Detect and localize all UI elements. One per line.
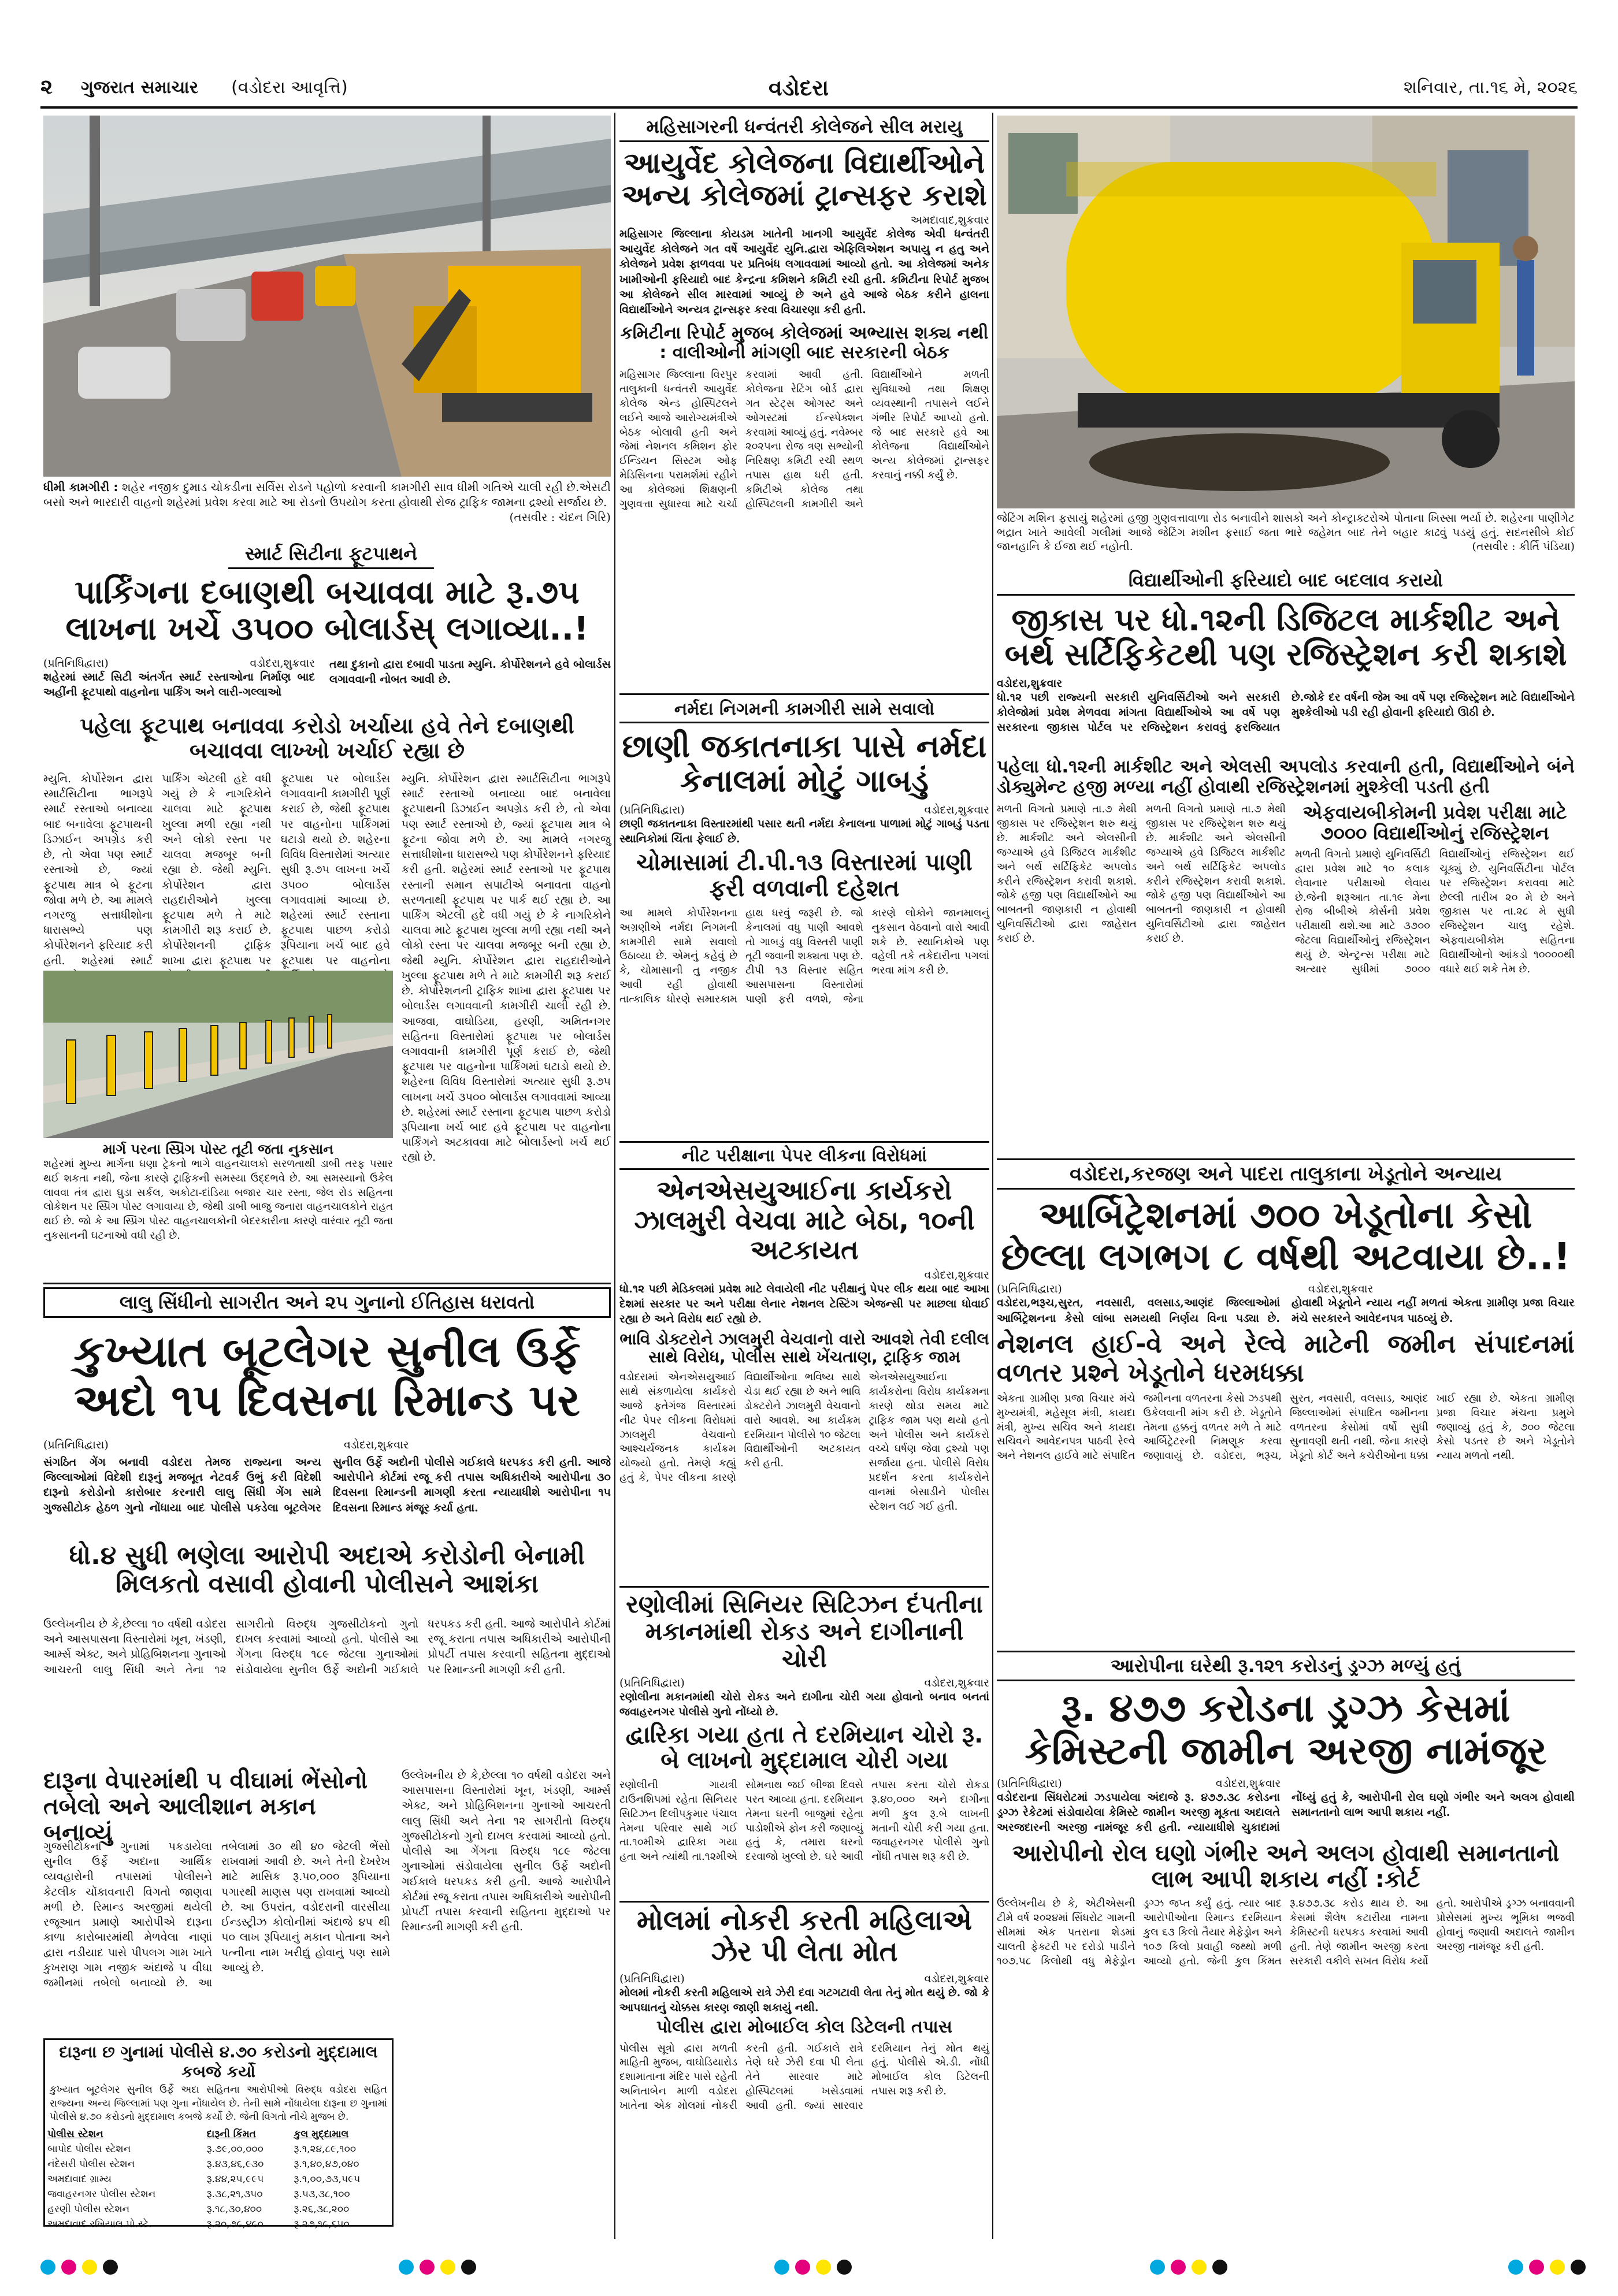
section-rule — [997, 1158, 1575, 1160]
byline-dateline: વડોદરા,શુક્રવાર — [250, 657, 315, 670]
cyan-mark — [1508, 2260, 1523, 2275]
story-intro-right: તથા દુકાનો દ્વારા દબાવી પાડતા મ્યુનિ. કોર્પોરેશનને હવે બોલાર્ડસ લગાવવાની નોબત આવી છે. — [329, 658, 611, 686]
yellow-mark — [82, 2260, 97, 2275]
black-mark — [1571, 2260, 1586, 2275]
story-kicker: નીટ પરીક્ષાના પેપર લીકના વિરોધમાં — [619, 1146, 989, 1170]
story-body-continued: ઉલ્લેખનીય છે કે,છેલ્લા ૧૦ વર્ષથી વડોદરા અને આસપાસના વિસ્તારોમાં ખૂન, ખંડણી, આર્મ્સ એક્ટ, અને પ્રોહિબિશનના ગુનાઓ આચરતી લાલુ સિંધી અને તેના ૧૨ સાગરીતો વિરુદ્ધ ગુજસીટોકનો ગુનો દાખલ કરવામાં આવ્યો હતો. પોલીસે આ ગેંગના વિરુદ્ધ ૧૮૯ જેટલા ગુનાઓમાં સંડોવાયેલા સુનીલ ઉર્ફે અદોની ગઈકાલે ધરપકડ કરી હતી. આજે આરોપીને કોર્ટમાં રજૂ કરાતા તપાસ અધિકારીએ આરોપીની પ્રોપર્ટી તપાસ કરવાની સહિતના મુદ્દાઓ પર રિમાન્ડની માગણી કરી હતી. — [402, 1769, 611, 1934]
column-rule — [614, 113, 615, 2239]
story-kicker: મહિસાગરની ધન્વંતરી કોલેજને સીલ મરાયુ — [619, 116, 989, 142]
story-body: એકતા ગ્રામીણ પ્રજા વિચાર મંચે મુખ્યમંત્રી, મહેસૂલ મંત્રી, કાયદા મંત્રી, મુખ્ય સચિવ અને કાયદા સચિવને આવેદનપત્ર પાઠવી રેલ્વે અને નેશનલ હાઈવે માટે સંપાદિત જમીનના વળતરના કેસો ઝડપથી ઉકેલવાની માંગ કરી છે. ખેડૂતોને તેમના હક્કનું વળતર મળે તે માટે આર્બિટ્રેટરની નિમણૂક કરવા જણાવાયું છે. વડોદરા, ભરૂચ, સુરત, નવસારી, વલસાડ, આણંદ જિલ્લાઓમાં સંપાદિત જમીનના વળતરના કેસોમાં વર્ષો સુધી સુનાવણી થતી નથી. જેના કારણે ખેડૂતો કોર્ટ અને કચેરીઓના ધક્કા ખાઈ રહ્યા છે. એકતા ગ્રામીણ પ્રજા વિચાર મંચના પ્રમુખે જણાવ્યું હતું કે, ૭૦૦ જેટલા કેસો પડતર છે અને ખેડૂતોને ન્યાય મળતો નથી. — [997, 1392, 1575, 1462]
yellow-mark — [440, 2260, 455, 2275]
magenta-mark — [1529, 2260, 1544, 2275]
story-body: પોલીસ સૂત્રો દ્વારા મળતી માહિતી મુજબ, વાઘોડિયારોડ દશામાતાના મંદિર પાસે રહેતી અનિતાબેન માળી વડોદરા ખાતેના એક મોલમાં નોકરી કરતી હતી. ગઈકાલે રાત્રે તેણે ઘરે ઝેરી દવા પી લેતા તેને સારવાર માટે હોસ્પિટલમાં ખસેડવામાં આવી હતી. જ્યાં સારવાર દરમિયાન તેનું મોત થયું હતું. પોલીસે એ.ડી. નોંધી મોબાઈલ કોલ ડિટેલની તપાસ શરૂ કરી છે. — [619, 2042, 989, 2112]
story-kicker: લાલુ સિંધીનો સાગરીત અને ૨૫ ગુનાનો ઈતિહાસ ધરાવતો — [43, 1287, 611, 1318]
road-work-photo — [43, 116, 611, 477]
road-work-image — [43, 116, 611, 477]
black-mark — [1212, 2260, 1227, 2275]
section-rule — [619, 1901, 989, 1903]
theft-story — [619, 1591, 989, 1897]
issue-date: શનિવાર, તા.૧૬ મે, ૨૦૨૬ — [1403, 77, 1578, 98]
story-subhead: આરોપીનો રોલ ઘણો ગંભીર અને અલગ હોવાથી સમાનતાનો લાભ આપી શકાય નહીં :કોર્ટ — [1012, 1840, 1560, 1893]
magenta-mark — [1171, 2260, 1186, 2275]
byline-agency: (પ્રતિનિધિદ્વારા) — [619, 1677, 685, 1690]
tanker-photo — [997, 116, 1575, 508]
caption-text: શહેરમાં મુખ્ય માર્ગના ઘણા ટ્રેકનો ભાગે વાહનચાલકો સરળતાથી ડાબી તરફ પસાર થઈ શકતા નથી, જેના કારણે ટ્રાફિકની સમસ્યા ઉદ્દભવે છે. આ સમસ્યાનો ઉકેલ લાવવા તંત્ર દ્વારા ઘુડા સર્કલ, અકોટા-દાંડિયા બજાર ચાર રસ્તા, જેલ રોડ સહિતના લોકેશન પર સ્પ્રિંગ પોસ્ટ લગાવાયા છે, જેથી ડાબી બાજુ જનારા વાહનચાલકોને રાહત થઈ છે. જો કે આ સ્પ્રિંગ પોસ્ટ વાહનચાલકોની બેદરકારીના કારણે વારંવાર તૂટી જતા નુકસાનની ઘટનાઓ વધી રહી છે. — [43, 1158, 393, 1242]
story-dateline: વડોદરા,શુક્રવાર — [924, 1268, 989, 1281]
section-rule — [43, 1283, 611, 1284]
black-mark — [103, 2260, 118, 2275]
caption-text: શહેર નજીક દુમાડ ચોકડીના સર્વિસ રોડને પહોળો કરવાની કામગીરી સાવ ધીમી ગતિએ ચાલી રહી છે.એસટી બસો અને ભારદારી વાહનો શહેરમાં પ્રવેશ કરવા માટે આ રોડનો ઉપયોગ કરતા હોવાથી રોજ ટ્રાફિક જામના દ્રશ્યો સર્જાય છે. — [43, 480, 611, 509]
seizure-table — [45, 2127, 392, 2232]
story-intro: વડોદરા,ભરૂચ,સુરત, નવસારી, વલસાડ,આણંદ જિલ્લાઓમાં આર્બિટ્રેશનના કેસો લાંબા સમયથી નિર્ણય વિના પડ્યા છે. હોવાથી ખેડૂતોને ન્યાય નહીં મળતાં એકતા ગ્રામીણ પ્રજા વિચાર મંચે સરકારને આવેદનપત્ર પાઠવ્યું છે. — [997, 1296, 1575, 1325]
story-headline: એનએસયુઆઈના કાર્યકરો ઝાલમુરી વેચવા માટે બેઠા, ૧૦ની અટકાયત — [634, 1175, 975, 1266]
byline-dateline: વડોદરા,શુક્રવાર — [1215, 1777, 1281, 1790]
byline-agency: (પ્રતિનિધિદ્વારા) — [997, 1283, 1062, 1296]
bollards-image — [43, 971, 393, 1138]
story-intro: ધો.૧૨ પછી રાજ્યની સરકારી યુનિવર્સિટીઓ અને સરકારી કોલેજોમાં પ્રવેશ મેળવવા માંગતા વિદ્યાર્થીઓએ આ વર્ષે પણ સરકારના જીકાસ પોર્ટલ પર રજિસ્ટ્રેશન કરાવવું ફરજિયાત છે.જોકે દર વર્ષની જેમ આ વર્ષે પણ રજિસ્ટ્રેશન માટે વિદ્યાર્થીઓને મુશ્કેલીઓ પડી રહી હોવાની ફરિયાદો ઊઠી છે. — [997, 690, 1575, 734]
story-body — [43, 771, 611, 1242]
story-headline: રૂ. ૪૭૭ કરોડના ડ્રગ્ઝ કેસમાં કેમિસ્ટની જામીન અરજી નામંજૂર — [1025, 1686, 1547, 1773]
story-intro: મોલમાં નોકરી કરતી મહિલાએ રાત્રે ઝેરી દવા ગટગટાવી લેતા તેનું મોત થયું છે. જો કે આપઘાતનું ચોક્કસ કારણ જાણી શકાયું નથી. — [619, 1986, 989, 2014]
gujcet-story — [997, 569, 1575, 1156]
table-row: બાપોદ પોલીસ સ્ટેશન રૂ.૭૯,૦૦,૦૦૦ રૂ.૧,૨૪,૮૯,૧૦૦ — [47, 2143, 357, 2156]
story-intro: મહિસાગર જિલ્લાના કોયડમ ખાતેની ખાનગી આયુર્વેદ કોલેજ એવી ધન્વંતરી આયુર્વેદ કોલેજને ગત વર્ષે આયુર્વેદ યુનિ.દ્વારા એફિલિએશન અપાયુ ન હતુ અને કોલેજને પ્રવેશ ફાળવવા પર પ્રતિબંધ લગાવવામાં આવ્યો હતો. આ કોલેજમાં અનેક ખામીઓની ફરિયાદો બાદ કેન્દ્રના કમિશને કમિટી રચી હતી. કમિટીના રિપોર્ટ મુજબ આ કોલેજને સીલ મારવામાં આવ્યું છે અને હવે આજે બેઠક કરીને હાલના વિદ્યાર્થીઓને અન્યત્ર ટ્રાન્સફર કરવા વિચારણા કરી હતી. — [619, 228, 989, 317]
page-number: ૨ — [40, 75, 53, 99]
yellow-mark — [1550, 2260, 1565, 2275]
section-rule — [619, 693, 989, 695]
story-intro: શહેરમાં સ્માર્ટ સિટી અંતર્ગત સ્માર્ટ રસ્તાઓના નિર્માણ બાદ અહીંની ફૂટપાથો વાહનોના પાર્કિંગ અને લારી-ગલ્લાઓ — [43, 671, 315, 699]
road-work-caption — [43, 480, 611, 525]
story-body-2: ગુજસીટોકના ગુનામાં પકડાયેલા સુનીલ ઉર્ફે અદાના આર્થિક વ્યવહારોની તપાસમાં પોલીસને કેટલીક ચોંકાવનારી વિગતો જાણવા મળી છે. રિમાન્ડ અરજીમાં થયેલી રજૂઆત પ્રમાણે આરોપીએ દારૂના કાળા કારોબારમાંથી મેળવેલા નાણાં દ્વારા નડીયાદ પાસે પીપલગ ગામ ખાતે કુખરાણ ગામ નજીક અંદાજે ૫ વીઘા જમીનમાં તબેલો બનાવ્યો છે. આ તબેલામાં ૩૦ થી ૪૦ જેટલી ભેંસો રાખવામાં આવી છે. અને તેની દેખરેખ માટે માસિક રૂ.૫૦,૦૦૦ રૂપિયાના પગારથી માણસ પણ રાખવામાં આવ્યો છે. આ ઉપરાંત, વડોદરાની વારસીયા ઈન્ડસ્ટ્રીઝ કોલોનીમાં અંદાજે ૪૫ થી ૫૦ લાખ રૂપિયાનું મકાન પોતાના અને પત્નીના નામ ખરીદ્યું હોવાનું પણ સામે આવ્યું છે. — [43, 1840, 390, 1989]
byline-agency: (પ્રતિનિધિદ્વારા) — [619, 803, 685, 816]
story-intro: વડોદરાના સિંધરોટમાં ઝડપાયેલા અંદાજે રૂ. ૪૭૭.૩૮ કરોડના ડ્રગ્ઝ રેકેટમાં સંડોવાયેલા કેમિસ્ટે જામીન અરજી મૂકતા અદાલતે અરજદારની અરજી નામંજૂર કરી હતી. ન્યાયાધીશે ચુકાદામાં નોંધ્યું હતું કે, આરોપીની રોલ ઘણો ગંભીર અને અલગ હોવાથી સમાનતાનો લાભ આપી શકાય નહીં. — [997, 1790, 1575, 1834]
story-headline: આર્બિટ્રેશનમાં ૭૦૦ ખેડૂતોના કેસો છેલ્લા લગભગ ૮ વર્ષથી અટવાયા છે..! — [1001, 1194, 1571, 1279]
table-header: પોલીસ સ્ટેશન — [47, 2128, 103, 2141]
story-headline: જીકાસ પર ધો.૧૨ની ડિજિટલ માર્કશીટ અને બર્થ સર્ટિફિકેટથી પણ રજિસ્ટ્રેશન કરી શકાશે — [1004, 601, 1567, 673]
neet-story — [619, 1146, 989, 1585]
section-title: વડોદરા — [769, 75, 829, 101]
byline-agency: (પ્રતિનિધિદ્વારા) — [619, 1972, 685, 1985]
cyan-mark — [1150, 2260, 1165, 2275]
magenta-mark — [61, 2260, 76, 2275]
story-body: વડોદરામાં એનએસયુઆઈ સાથે સંકળાયેલા કાર્યકરો આજે ફતેગંજ વિસ્તારમાં નીટ પેપર લીકના વિરોધમાં ઝાલમુરી વેચવાનો આશ્ચર્યજનક કાર્યક્રમ યોજ્યો હતો. તેમણે કહ્યું હતું કે, પેપર લીકના કારણે વિદ્યાર્થીઓના ભવિષ્ય સાથે ચેડા થઈ રહ્યા છે અને ભાવિ ડોક્ટરોને ઝાલમુરી વેચવાનો વારો આવશે. આ કાર્યક્રમ દરમિયાન પોલીસે ૧૦ જેટલા વિદ્યાર્થીઓની અટકાયત કરી હતી. — [619, 1371, 861, 1484]
byline-agency: (પ્રતિનિધિદ્વારા) — [43, 1439, 109, 1451]
photo-credit: (તસવીર : કીર્તિ પંડિયા) — [1472, 540, 1575, 553]
story-body-2: મળતી વિગતો પ્રમાણે યુનિવર્સિટી દ્વારા પ્રવેશ માટે ૧૦ કલાક લેવાનાર પરીક્ષાઓ લેવાય છે.જેની શરૂઆત તા.૧૯ મેના રોજ બીબીએ કોર્સની પ્રવેશ પરીક્ષાથી થશે.આ માટે ૩૭૦૦ જેટલા વિદ્યાર્થીઓનું રજિસ્ટ્રેશન થયું છે. એન્ટ્રન્સ પરીક્ષા માટે અત્યાર સુધીમાં ૭૦૦૦ વિદ્યાર્થીઓનું રજિસ્ટ્રેશન થઈ ચૂક્યું છે. યુનિવર્સિટીના પોર્ટલ પર રજિસ્ટ્રેશન કરાવવા માટે છેલ્લી તારીખ ૨૦ મે છે અને જીકાસ પર તા.૨૮ મે સુધી રજિસ્ટ્રેશન ચાલુ રહેશે. એફવાયબીકોમ સહિતના વિદ્યાર્થીઓનો આંકડો ૧૦૦૦૦થી વધારે થઈ શકે તેમ છે. — [1295, 848, 1575, 975]
caption-text: જેટિંગ મશિન ફસાયું શહેરમાં હજી ગુણવત્તાવાળા રોડ બનાવીને શાસકો અને કોન્ટ્રાક્ટરોએ પોતાના ખિસ્સા ભર્યા છે. શહેરના પાણીગેટ ભદ્રાત ખાતે આવેલી ગલીમાં આજે જેટિંગ મશીન ફસાઈ જતા ભારે જહેમત બાદ તેને બહાર કાઢવું પડયું હતું. સદનસીબે કોઈ જાનહાનિ કે ઈજા થઈ નહોતી. — [997, 512, 1575, 553]
story-headline: છાણી જકાતનાકા પાસે નર્મદા કેનાલમાં મોટું ગાબડું — [622, 728, 987, 800]
story-body-continued: મ્યુનિ. કોર્પોરેશન દ્વારા સ્માર્ટસિટીના ભાગરૂપે સ્માર્ટ રસ્તાઓ બનાવ્યા બાદ બનાવેલા ફૂટપાથની ડિઝાઈન અપગ્રેડ કરી છે, તો એવા પણ સ્માર્ટ રસ્તાઓ છે, જ્યાં ફૂટપાથ માત્ર બે ફૂટના જોવા મળે છે. આ મામલે નગરજુ સત્તાધીશોના ધારાસભ્યે પણ કોર્પોરેશનને ફરિયાદ કરી હતી. શહેરમાં સ્માર્ટ રસ્તાઓ પર ફૂટપાથ રસ્તાની સમાન સપાટીએ બનાવતા વાહનો સરળતાથી ફૂટપાથ પર પાર્ક થઈ રહ્યા છે. આ પાર્કિંગ એટલી હદે વધી ગયું છે કે નાગરિકોને ચાલવા માટે ફૂટપાથ ખુલ્લા મળી રહ્યા નથી અને લોકો રસ્તા પર ચાલવા મજબૂર બની રહ્યા છે. જેથી મ્યુનિ. કોર્પોરેશન દ્વારા રાહદારીઓને ખુલ્લા ફૂટપાથ મળે તે માટે કામગીરી શરૂ કરાઈ છે. કોર્પોરેશનની ટ્રાફિક શાખા દ્વારા ફૂટપાથ પર બોલાર્ડસ લગાવવાની કામગીરી ચાલી રહી છે. આજવા, વાઘોડિયા, હરણી, અમિતનગર સહિતના વિસ્તારોમાં ફૂટપાથ પર બોલાર્ડસ લગાવવાની કામગીરી પૂર્ણ કરાઈ છે, જેથી ફૂટપાથ પર વાહનોના પાર્કિંગમાં ઘટાડો થયો છે. શહેરના વિવિધ વિસ્તારોમાં અત્યાર સુધી રૂ.૭૫ લાખના ખર્ચે ૩૫૦૦ બોલાર્ડસ લગાવવામાં આવ્યા છે. શહેરમાં સ્માર્ટ રસ્તાના ફૂટપાથ પાછળ કરોડો રૂપિયાના ખર્ચ બાદ હવે ફૂટપાથ પર વાહનોના પાર્કિંગને અટકાવવા માટે બોલાર્ડસ્નો ખર્ચ થઈ રહ્યો છે. — [402, 772, 611, 1164]
seizure-box — [43, 2038, 394, 2231]
story-body: મળતી વિગતો પ્રમાણે તા.૭ મેથી જીકાસ પર રજિસ્ટ્રેશન શરુ થયું છે. માર્કશીટ અને એલસીની જગ્યાએ હવે ડિજિટલ માર્કશીટ અને બર્થ સર્ટિફિકેટ અપલોડ કરીને રજિસ્ટ્રેશન કરાવી શકાશે. જોકે હજી પણ વિદ્યાર્થીઓને આ બાબતની જાણકારી ન હોવાથી યુનિવર્સિટીઓ દ્વારા જાહેરાત કરાઈ છે. — [997, 803, 1137, 945]
story-headline: આયુર્વેદ કોલેજના વિદ્યાર્થીઓને અન્ય કોલેજમાં ટ્રાન્સફર કરાશે — [622, 146, 987, 212]
table-row: નંદેસરી પોલીસ સ્ટેશન રૂ.૪૩,૪૬,૯૩૦ રૂ.૧,૪૦,૪૭,૦૪૦ — [47, 2158, 359, 2171]
story-kicker: નર્મદા નિગમની કામગીરી સામે સવાલો — [619, 699, 989, 723]
byline-dateline: વડોદરા,શુક્રવાર — [344, 1439, 409, 1451]
story-body-2-continued: મળતી વિગતો પ્રમાણે તા.૭ મેથી જીકાસ પર રજિસ્ટ્રેશન શરુ થયું છે. માર્કશીટ અને એલસીની જગ્યાએ હવે ડિજિટલ માર્કશીટ અને બર્થ સર્ટિફિકેટ અપલોડ કરીને રજિસ્ટ્રેશન કરાવી શકાશે. જોકે હજી પણ વિદ્યાર્થીઓને આ બાબતની જાણકારી ન હોવાથી યુનિવર્સિટીઓ દ્વારા જાહેરાત કરાઈ છે. — [1146, 803, 1286, 945]
yellow-mark — [1192, 2260, 1207, 2275]
story-body-text: મ્યુનિ. કોર્પોરેશન દ્વારા સ્માર્ટસિટીના ભાગરૂપે સ્માર્ટ રસ્તાઓ બનાવ્યા બાદ બનાવેલા ફૂટપાથની ડિઝાઈન અપગ્રેડ કરી છે, તો એવા પણ સ્માર્ટ રસ્તાઓ છે, જ્યાં ફૂટપાથ માત્ર બે ફૂટના જોવા મળે છે. આ મામલે નગરજુ સત્તાધીશોના ધારાસભ્યે પણ કોર્પોરેશનને ફરિયાદ કરી હતી. શહેરમાં સ્માર્ટ પાર્કિંગ એટલી હદે વધી ગયું છે કે નાગરિકોને ચાલવા માટે ફૂટપાથ ખુલ્લા મળી રહ્યા નથી અને લોકો રસ્તા પર ચાલવા મજબૂર બની રહ્યા છે. જેથી મ્યુનિ. કોર્પોરેશન દ્વારા રાહદારીઓને ખુલ્લા ફૂટપાથ મળે તે માટે કામગીરી શરૂ કરાઈ છે. કોર્પોરેશનની ટ્રાફિક શાખા દ્વારા ફૂટપાથ પર ફૂટપાથ પર બોલાર્ડસ લગાવવાની કામગીરી પૂર્ણ કરાઈ છે, જેથી ફૂટપાથ પર વાહનોના પાર્કિંગમાં ઘટાડો થયો છે. શહેરના વિવિધ વિસ્તારોમાં અત્યાર સુધી રૂ.૭૫ લાખના ખર્ચે ૩૫૦૦ બોલાર્ડસ લગાવવામાં આવ્યા છે. શહેરમાં સ્માર્ટ રસ્તાના ફૂટપાથ પાછળ કરોડો રૂપિયાના ખર્ચ બાદ હવે ફૂટપાથ પર વાહનોના — [43, 772, 390, 967]
story-body: રણોલીની ગાયત્રી ટાઉનશિપમાં રહેતા સિનિયર સિટિઝન દિલીપકુમાર પંચાલ તેમના પરિવાર સાથે ગઈ તા.૧૦મીએ દ્વારિકા ગયા હતા અને ત્યાંથી તા.૧૨મીએ સોમનાથ જઈ બીજા દિવસે પરત આવ્યા હતા. દરમિયાન તેમના ઘરની બાજુમાં રહેતા પાડોશીએ ફોન કરી જણાવ્યું હતું કે, તમારા ઘરનો દરવાજો ખુલ્લો છે. ઘરે આવી તપાસ કરતા ચોરો રોકડા રૂ.૪૦,૦૦૦ અને દાગીના મળી કુલ રૂ.બે લાખની મતાની ચોરી કરી ગયા હતા. જવાહરનગર પોલીસે ગુનો નોંધી તપાસ શરૂ કરી છે. — [619, 1779, 989, 1863]
story-subhead: કમિટીના રિપોર્ટ મુજબ કોલેજમાં અભ્યાસ શક્ય નથી : વાલીઓની માંગણી બાદ સરકારની બેઠક — [620, 323, 989, 363]
black-mark — [461, 2260, 476, 2275]
story-subhead-2: એફવાયબીકોમની પ્રવેશ પરીક્ષા માટે ૭૦૦૦ વિદ્યાર્થીઓનું રજિસ્ટ્રેશન — [1302, 801, 1567, 845]
story-subhead: પહેલા ફૂટપાથ બનાવવા કરોડો ખર્ચાયા હવે તેને દબાણથી બચાવવા લાખ્ખો ખર્ચાઈ રહ્યા છે — [80, 713, 574, 763]
story-body: ઉલ્લેખનીય છે કે, એટીએસની ટીમે વર્ષ ૨૦૨૪માં સિંધરોટ ગામની સીમમાં એક પતરાના શેડમાં ચાલતી ફેક્ટરી પર દરોડો પાડીને ૧૦૭.૫૮ કિલોથી વધુ મેફેડ્રોન ડ્રગ્ઝ જપ્ત કર્યું હતું. ત્યાર બાદ આરોપીઓના રિમાન્ડ દરમિયાન કુલ ૬૩ કિલો તૈયાર મેફેડ્રોન અને ૧૦૭ કિલો પ્રવાહી જથ્થો મળી આવ્યો હતો. જેની કુલ કિંમત રૂ.૪૭૭.૩૮ કરોડ થાય છે. આ કેસમાં શૈલેષ કટારીયા નામના કેમિસ્ટની ધરપકડ કરવામાં આવી હતી. તેણે જામીન અરજી કરતા સરકારી વકીલે સખત વિરોધ કર્યો હતો. આરોપીએ ડ્રગ્ઝ બનાવવાની પ્રોસેસમાં મુખ્ય ભૂમિકા ભજવી હોવાનું જણાવી અદાલતે જામીન અરજી નામંજૂર કરી હતી. — [997, 1897, 1575, 1967]
cyan-mark — [399, 2260, 414, 2275]
story-byline — [997, 1283, 1575, 1295]
section-rule — [997, 1651, 1575, 1652]
story-dateline: અમદાવાદ,શુક્રવાર — [910, 214, 989, 226]
bootlegger-story — [43, 1287, 611, 2231]
story-subhead-2: દારૂના વેપારમાંથી ૫ વીઘામાં ભેંસોનો તબેલો અને આલીશાન મકાન બનાવ્યું — [43, 1767, 368, 1846]
caption-lead: ધીમી કામગીરી : — [43, 480, 118, 494]
bollards-story — [43, 540, 611, 1242]
story-headline: રણોલીમાં સિનિયર સિટિઝન દંપતીના મકાનમાંથી રોકડ અને દાગીનાની ચોરી — [626, 1590, 983, 1673]
ayurved-story — [619, 116, 989, 688]
table-row: હરણી પોલીસ સ્ટેશન રૂ.૧૮,૩૦,૪૦૦ રૂ.૨૬,૩૮,૨૦૦ — [47, 2204, 350, 2216]
byline-dateline: વડોદરા,શુક્રવાર — [1308, 1283, 1374, 1296]
table-header: કુલ મુદ્દામાલ — [294, 2128, 349, 2141]
story-byline — [43, 1439, 611, 1451]
story-subhead: ધો.૪ સુધી ભણેલા આરોપી અદાએ કરોડોની બેનામી મિલકતો વસાવી હોવાની પોલીસને આશંકા — [69, 1541, 585, 1599]
table-header: દારૂની કિંમત — [206, 2128, 256, 2141]
story-subhead: ચોમાસામાં ટી.પી.૧૩ વિસ્તારમાં પાણી ફરી વળવાની દહેશત — [636, 849, 973, 902]
tanker-body — [1066, 162, 1436, 404]
story-subhead: ભાવિ ડોક્ટરોને ઝાલમુરી વેચવાનો વારો આવશે તેવી દલીલ સાથે વિરોધ, પોલીસ સાથે ખેંચતાણ, ટ્રાફિક જામ — [619, 1329, 989, 1366]
table-row: જવાહરનગર પોલીસ સ્ટેશન રૂ.૩૮,૨૧,૩૫૦ રૂ.૫૩,૩૮,૧૦૦ — [47, 2189, 350, 2201]
table-row: અમદાવાદ ગ્રામ્ય રૂ.૪૪,૨૫,૯૯૫ રૂ.૧,૦૦,૭૩,૫૯૫ — [47, 2174, 361, 2186]
story-byline — [619, 1677, 989, 1689]
section-rule — [619, 1586, 989, 1588]
paper-name: ગુજરાત સમાચાર — [81, 77, 199, 98]
table-row: અમદાવાદ રખિયાલ પો.સ્ટે. રૂ.૨૦,૭૯,૪૯૦ રૂ.૨૭,૧૯,૬૫૦ — [47, 2219, 350, 2231]
drugs-story — [997, 1655, 1575, 2227]
story-intro: સંગઠિત ગેંગ બનાવી વડોદરા તેમજ રાજ્યના અન્ય જિલ્લાઓમાં વિદેશી દારૂનું મજબૂત નેટવર્ક ઉભું કરી વિદેશી દારૂનો કરોડોનો કારોબાર કરનારી લાલુ સિંધી ગેંગ સામે ગુજસીટોક હેઠળ ગુનો નોંધાયા બાદ પોલીસે પકડેલા બૂટલેગર સુનીલ ઉર્ફે અદોની પોલીસે ગઈકાલે ધરપકડ કરી હતી. આજે આરોપીને કોર્ટમાં રજૂ કરી તપાસ અધિકારીએ આરોપીના ૩૦ દિવસના રિમાન્ડની માગણી કરતા ન્યાયાધીશે આરોપીના ૧૫ દિવસના રિમાન્ડ મંજૂર કર્યા હતા. — [43, 1456, 611, 1514]
narmada-story — [619, 699, 989, 1138]
story-subhead: દ્વારિકા ગયા હતા તે દરમિયાન ચોરો રૂ. બે લાખનો મુદ્દામાલ ચોરી ગયા — [625, 1721, 984, 1774]
seizure-box-title: દારૂના છ ગુનામાં પોલીસે ૪.૭૦ કરોડનો મુદ્દામાલ કબજે કર્યો — [59, 2042, 378, 2081]
cyan-mark — [774, 2260, 789, 2275]
masthead-rule — [40, 106, 1578, 109]
magenta-mark — [420, 2260, 435, 2275]
story-kicker: સ્માર્ટ સિટીના ફૂટપાથને — [228, 540, 434, 569]
story-body: આ મામલે કોર્પોરેશનના અગ્રણીએ નર્મદા નિગમની કામગીરી સામે સવાલો ઉઠાવ્યા છે. એમનું કહેવું છે કે, ચોમાસાની તુ નજીક આવી રહી હોવાથી તાત્કાલિક ધોરણે સમારકામ હાથ ધરવું જરૂરી છે. જો કેનાલમાં વધુ પાણી આવશે તો ગાબડું વધુ વિસ્તરી પાણી તૂટી જવાની શક્યતા પણ છે. ટીપી ૧૩ વિસ્તાર સહિત આસપાસના વિસ્તારોમાં પાણી ફરી વળશે, જેના કારણે લોકોને જાનમાલનું નુકસાન વેઠવાનો વારો આવી શકે છે. સ્થાનિકોએ પણ વહેલી તકે તકેદારીના પગલાં ભરવા માંગ કરી છે. — [619, 906, 989, 1005]
byline-agency: (પ્રતિનિધિદ્વારા) — [997, 1777, 1062, 1790]
seizure-box-intro: કુખ્યાત બૂટલેગર સુનીલ ઉર્ફે અદા સહિતના આરોપીઓ વિરુદ્ધ વડોદરા સહિત રાજ્યના અન્ય જિલ્લામાં પણ ગુના નોંધાયેલ છે. તેની સામે નોંધાયેલા દારૂના છ ગુનામાં પોલીસે ૪.૭૦ કરોડનો મુદ્દામાલ કબજે કર્યો છે. જેની વિગતો નીચે મુજબ છે. — [50, 2084, 387, 2123]
story-byline: વડોદરા,શુક્રવાર — [997, 677, 1063, 690]
cyan-mark — [40, 2260, 55, 2275]
byline-dateline: વડોદરા,શુક્રવાર — [924, 803, 989, 816]
story-intro: છાણી જકાતનાકા વિસ્તારમાંથી પસાર થતી નર્મદા કેનાલના પાળામાં મોટું ગાબડું પડતા સ્થાનિકોમાં ચિંતા ફેલાઈ છે. — [619, 817, 989, 846]
magenta-mark — [795, 2260, 810, 2275]
story-subhead: પોલીસ દ્વારા મોબાઈલ કોલ ડિટેલની તપાસ — [656, 2016, 952, 2037]
byline-dateline: વડોદરા,શુક્રવાર — [924, 1972, 989, 1985]
story-intro: રણોલીના મકાનમાંથી ચોરો રોકડ અને દાગીના ચોરી ગયા હોવાનો બનાવ બનતાં જવાહરનગર પોલીસે ગુનો નોંધ્યો છે. — [619, 1691, 989, 1719]
caption-title: માર્ગ પરના સ્પ્રિંગ પોસ્ટ તૂટી જતા નુકસાન — [102, 1141, 334, 1157]
story-byline — [43, 657, 315, 700]
tanker-image — [997, 116, 1575, 508]
photo-credit: (તસવીર : ચંદન ગિરિ) — [509, 510, 611, 524]
arbitration-story — [997, 1162, 1575, 1648]
bollards-photo — [43, 971, 393, 1138]
story-byline — [619, 804, 989, 816]
byline-agency: (પ્રતિનિધિદ્વારા) — [43, 657, 109, 670]
story-subhead: નેશનલ હાઈ-વે અને રેલ્વે માટેની જમીન સંપાદનમાં વળતર પ્રશ્ને ખેડૂતોને ધરમધક્કા — [997, 1329, 1575, 1388]
story-byline — [619, 1972, 989, 1985]
bollards-photo-caption — [43, 1141, 393, 1242]
section-rule — [619, 1141, 989, 1143]
story-headline: કુખ્યાત બૂટલેગર સુનીલ ઉર્ફે અદો ૧૫ દિવસના રિમાન્ડ પર — [73, 1325, 581, 1426]
story-body-2: એનએસયુઆઈના કાર્યકરોના વિરોધ કાર્યક્રમના કારણે થોડા સમય માટે ટ્રાફિક જામ પણ થયો હતો અને પોલીસ અને કાર્યકરો વચ્ચે ઘર્ષણ જેવા દ્રશ્યો પણ સર્જાયા હતા. પોલીસે વિરોધ પ્રદર્શન કરતા કાર્યકરોને વાનમાં બેસાડીને પોલીસ સ્ટેશન લઈ ગઈ હતી. — [869, 1371, 989, 1513]
story-headline: મોલમાં નોકરી કરતી મહિલાએ ઝેર પી લેતા મોત — [637, 1904, 972, 1968]
yellow-mark — [816, 2260, 831, 2275]
story-byline — [997, 1777, 1575, 1790]
registration-marks — [0, 2256, 1618, 2279]
masthead — [40, 75, 1578, 103]
edition-label: (વડોદરા આવૃત્તિ) — [231, 77, 348, 98]
story-kicker: આરોપીના ઘરેથી રૂ.૧૨૧ કરોડનું ડ્રગ્ઝ મળ્યું હતું — [997, 1655, 1575, 1681]
suicide-story — [619, 1905, 989, 2229]
story-body: મહિસાગર જિલ્લાના વિરપુર તાલુકાની ધન્વંતરી આયુર્વેદ કોલેજ એન્ડ હોસ્પિટલને લઈને આજે આરોગ્યમંત્રીએ બેઠક બોલાવી હતી અને જેમાં નેશનલ કમિશન ફોર ઈન્ડિયન સિસ્ટમ ઓફ મેડિસિનના પરામર્શમાં રહીને આ કોલેજમાં શિક્ષણની ગુણવત્તા સુધારવા માટે ચર્ચા કરવામાં આવી હતી. કોલેજના રેટિંગ બોર્ડ દ્વારા ગત સ્ટેટ્સ ઓગસ્ટ અને ઓગસ્ટમાં ઈન્સ્પેક્શન કરવામાં આવ્યું હતું. નવેમ્બર ૨૦૨૫ના રોજ ત્રણ સભ્યોની નિરિક્ષણ કમિટી રચી સ્થળ તપાસ હાથ ધરી હતી. કમિટીએ કોલેજ તથા હોસ્પિટલની કામગીરી અને વિદ્યાર્થીઓને મળતી સુવિધાઓ તથા શિક્ષણ વ્યવસ્થાની તપાસને લઈને ગંભીર રિપોર્ટ આપ્યો હતો. જે બાદ સરકારે હવે આ કોલેજના વિદ્યાર્થીઓને અન્ય કોલેજમાં ટ્રાન્સફર કરવાનું નક્કી કર્યું છે. — [619, 369, 989, 510]
story-intro: ધો.૧૨ પછી મેડિકલમાં પ્રવેશ માટે લેવાયેલી નીટ પરીક્ષાનું પેપર લીક થયા બાદ આખા દેશમાં સરકાર પર અને પરીક્ષા લેનાર નેશનલ ટેસ્ટિંગ એજન્સી પર માછલા ધોવાઈ રહ્યા છે અને વિરોધ થઈ રહ્યો છે. — [619, 1282, 989, 1325]
story-subhead: પહેલા ધો.૧૨ની માર્કશીટ અને એલસી અપલોડ કરવાની હતી, વિદ્યાર્થીઓને બંને ડોક્યુમેન્ટ હજી મળ્યા નહીં હોવાથી રજિસ્ટ્રેશનમાં મુશ્કેલી પડતી હતી — [997, 756, 1575, 797]
column-rule — [992, 113, 993, 2239]
tanker-caption — [997, 511, 1575, 554]
story-body: ઉલ્લેખનીય છે કે,છેલ્લા ૧૦ વર્ષથી વડોદરા અને આસપાસના વિસ્તારોમાં ખૂન, ખંડણી, આર્મ્સ એક્ટ, અને પ્રોહિબિશનના ગુનાઓ આચરતી લાલુ સિંધી અને તેના ૧૨ સાગરીતો વિરુદ્ધ ગુજસીટોકનો ગુનો દાખલ કરવામાં આવ્યો હતો. પોલીસે આ ગેંગના વિરુદ્ધ ૧૮૯ જેટલા ગુનાઓમાં સંડોવાયેલા સુનીલ ઉર્ફે અદોની ગઈકાલે ધરપકડ કરી હતી. આજે આરોપીને કોર્ટમાં રજૂ કરાતા તપાસ અધિકારીએ આરોપીની પ્રોપર્ટી તપાસ કરવાની સહિતના મુદ્દાઓ પર રિમાન્ડની માગણી કરી હતી. — [43, 1618, 611, 1676]
story-headline: પાર્કિંગના દબાણથી બચાવવા માટે રૂ.૭૫ લાખના ખર્ચે ૩૫૦૦ બોલાર્ડસ્ લગાવ્યા..! — [65, 574, 589, 648]
story-kicker: વડોદરા,કરજણ અને પાદરા તાલુકાના ખેડૂતોને અન્યાય — [997, 1162, 1575, 1190]
byline-dateline: વડોદરા,શુક્રવાર — [924, 1677, 989, 1690]
story-kicker: વિદ્યાર્થીઓની ફરિયાદો બાદ બદલાવ કરાયો — [997, 569, 1575, 596]
black-mark — [837, 2260, 852, 2275]
